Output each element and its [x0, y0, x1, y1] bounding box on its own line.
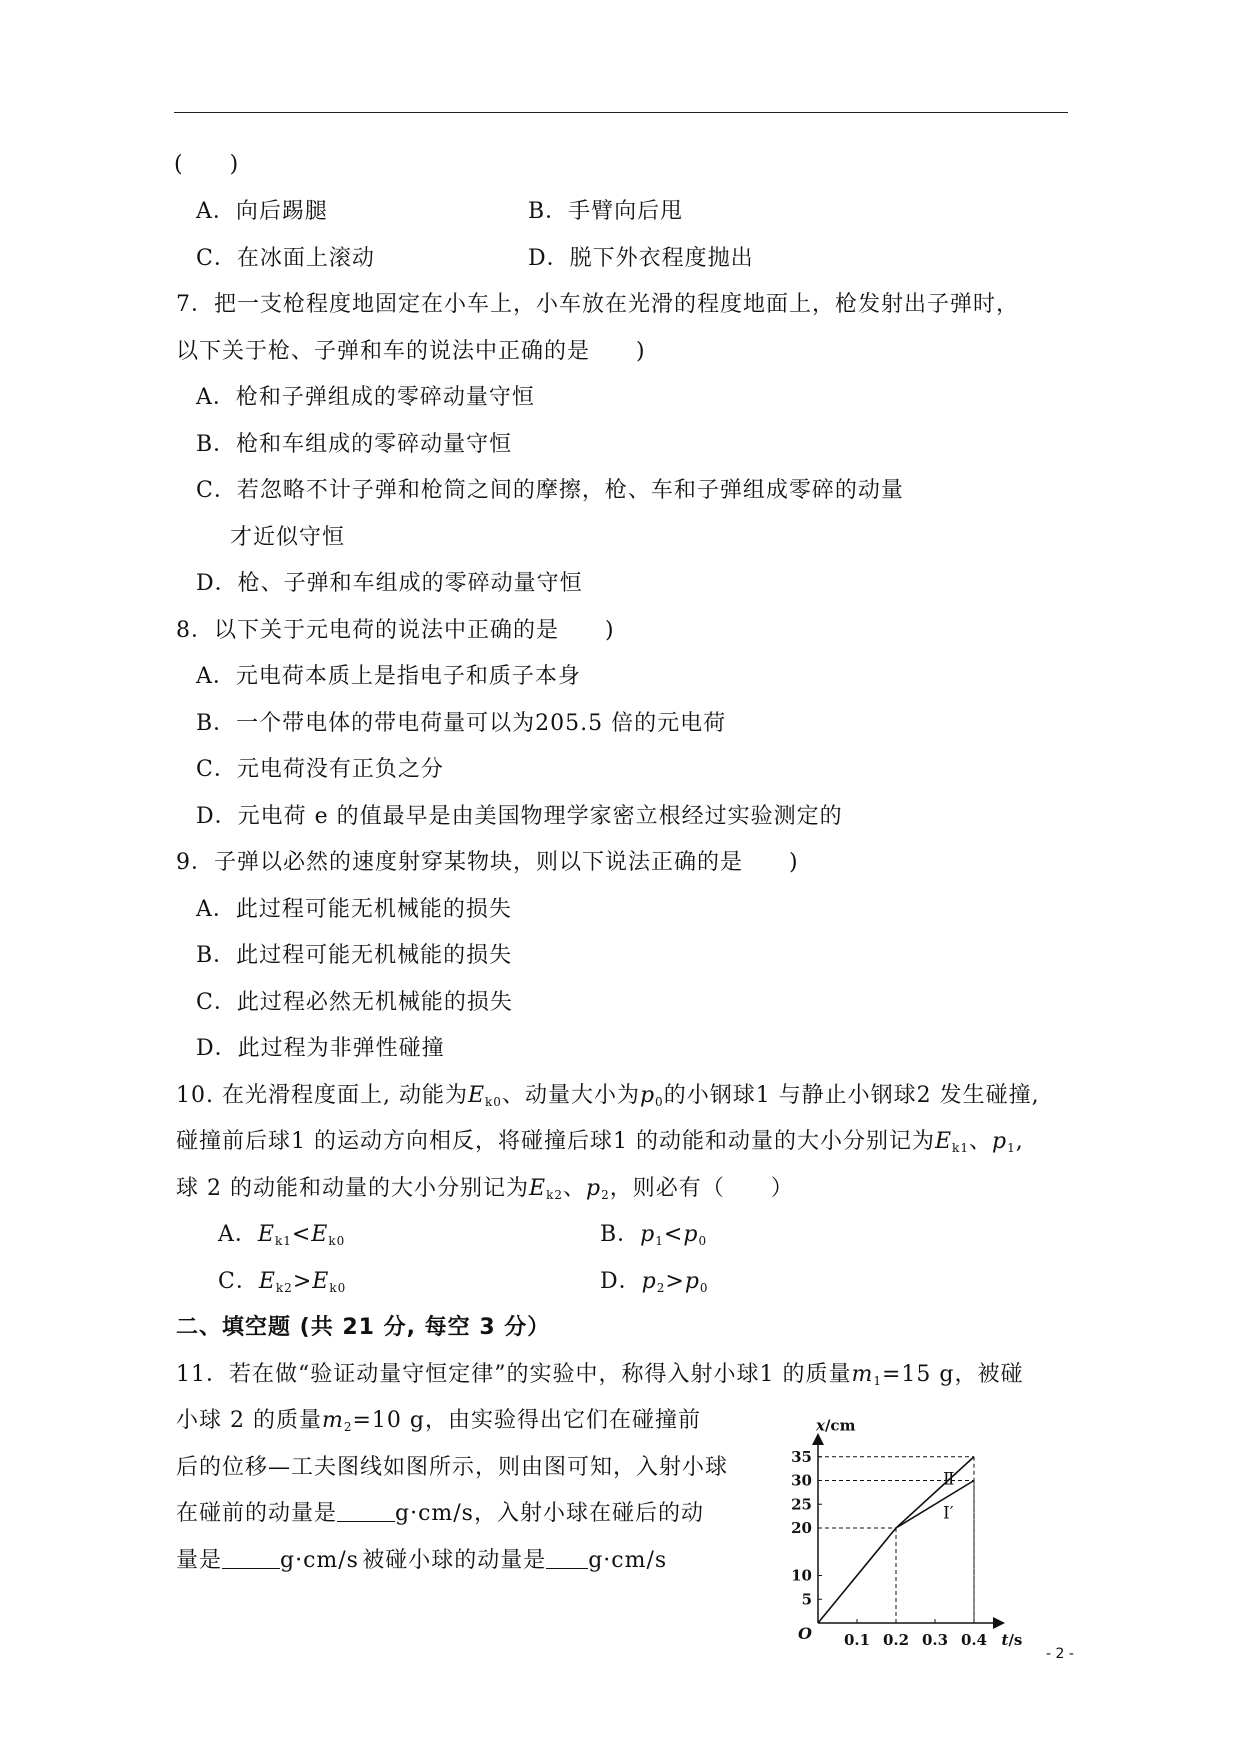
q11-line5: 量是 g·cm/s 被碰小球的动量是 g·cm/s	[176, 1548, 668, 1573]
q7-option-a: A．枪和子弹组成的零碎动量守恒	[196, 385, 535, 410]
q11-line1: 11．若在做“验证动量守恒定律”的实验中，称得入射小球1 的质量$m_1=15$ g，被碰	[176, 1362, 1024, 1388]
q10-option-b: B．$p_1<p_0$	[600, 1222, 708, 1248]
answer-blank-1[interactable]	[337, 1501, 395, 1522]
q7-option-d: D．枪、子弹和车组成的零碎动量守恒	[196, 571, 583, 596]
x-tick-label: 0.2	[882, 1631, 910, 1649]
q7-stem-line2: 以下关于枪、子弹和车的说法中正确的是 )	[176, 339, 646, 364]
y-tick-label: 20	[791, 1519, 812, 1537]
x-tick-label: 0.1	[843, 1631, 871, 1649]
y-tick-label: 5	[801, 1590, 812, 1609]
answer-blank-2[interactable]	[222, 1548, 280, 1569]
x-axis-label: t/s	[1001, 1631, 1023, 1649]
q9-option-b: B．此过程可能无机械能的损失	[196, 943, 513, 968]
y-tick-label: 30	[791, 1471, 812, 1490]
header-rule	[174, 112, 1068, 113]
origin-label: O	[798, 1624, 812, 1643]
y-axis-label: x/cm	[816, 1416, 856, 1435]
q9-option-c: C．此过程必然无机械能的损失	[196, 990, 513, 1015]
q10-stem-line3: 球 2 的动能和动量的大小分别记为$E_{k2}$、$p_2$，则必有（ ）	[176, 1176, 794, 1202]
series-line-2	[896, 1481, 974, 1529]
section-2-title: 二、填空题 (共 21 分, 每空 3 分）	[176, 1315, 551, 1340]
q9-option-a: A．此过程可能无机械能的损失	[196, 897, 512, 922]
q7-stem-line1: 7．把一支枪程度地固定在小车上，小车放在光滑的程度地面上，枪发射出子弹时，	[176, 292, 1019, 317]
series-label: Ⅰ′	[943, 1503, 954, 1524]
page-number: - 2 -	[1046, 1646, 1074, 1662]
q9-stem: 9．子弹以必然的速度射穿某物块，则以下说法正确的是 )	[176, 850, 799, 875]
q10-option-a: A．$E_{k1}<E_{k0}$	[218, 1222, 346, 1248]
q7-option-b: B．枪和车组成的零碎动量守恒	[196, 432, 513, 457]
q8-option-b: B．一个带电体的带电荷量可以为205.5 倍的元电荷	[196, 711, 727, 736]
q6-option-c: C．在冰面上滚动	[196, 246, 375, 271]
q6-option-a: A．向后踢腿	[196, 199, 328, 224]
q7-option-c-cont: 才近似守恒	[230, 525, 346, 550]
q6-option-d: D．脱下外衣程度抛出	[528, 246, 754, 271]
q8-stem: 8．以下关于元电荷的说法中正确的是 )	[176, 618, 615, 643]
q6-paren: ( )	[174, 152, 240, 177]
q10-option-c: C．$E_{k2}>E_{k0}$	[218, 1269, 347, 1295]
q8-option-d: D．元电荷 e 的值最早是由美国物理学家密立根经过实验测定的	[196, 804, 843, 829]
y-tick-label: 10	[791, 1566, 812, 1585]
x-tick-label: 0.4	[960, 1631, 988, 1649]
series-label: Ⅱ′	[943, 1469, 959, 1490]
answer-blank-3[interactable]	[546, 1548, 588, 1569]
q7-option-c: C．若忽略不计子弹和枪筒之间的摩擦，枪、车和子弹组成零碎的动量	[196, 478, 904, 503]
q6-option-b: B．手臂向后甩	[528, 199, 684, 224]
q9-option-d: D．此过程为非弹性碰撞	[196, 1036, 445, 1061]
q8-option-c: C．元电荷没有正负之分	[196, 757, 444, 782]
position-time-graph	[780, 1410, 1060, 1660]
y-tick-label: 25	[791, 1495, 812, 1514]
y-tick-label: 35	[791, 1447, 812, 1466]
q10-stem-line2: 碰撞前后球1 的运动方向相反，将碰撞后球1 的动能和动量的大小分别记为$E_{k1}$、$p_1$,	[176, 1129, 1024, 1155]
q11-line3: 后的位移—工夫图线如图所示，则由图可知，入射小球	[176, 1455, 729, 1480]
q10-option-d: D．$p_2>p_0$	[600, 1269, 709, 1295]
q11-line2: 小球 2 的质量$m_2=10$ g，由实验得出它们在碰撞前	[176, 1408, 702, 1434]
q10-stem-line1: 10. 在光滑程度面上, 动能为$E_{k0}$、动量大小为$p_0$的小钢球1 与静止小钢球2 发生碰撞,	[176, 1083, 1040, 1109]
q8-option-a: A．元电荷本质上是指电子和质子本身	[196, 664, 581, 689]
x-tick-label: 0.3	[921, 1631, 949, 1649]
q11-line4: 在碰前的动量是 g·cm/s，入射小球在碰后的动	[176, 1501, 704, 1526]
